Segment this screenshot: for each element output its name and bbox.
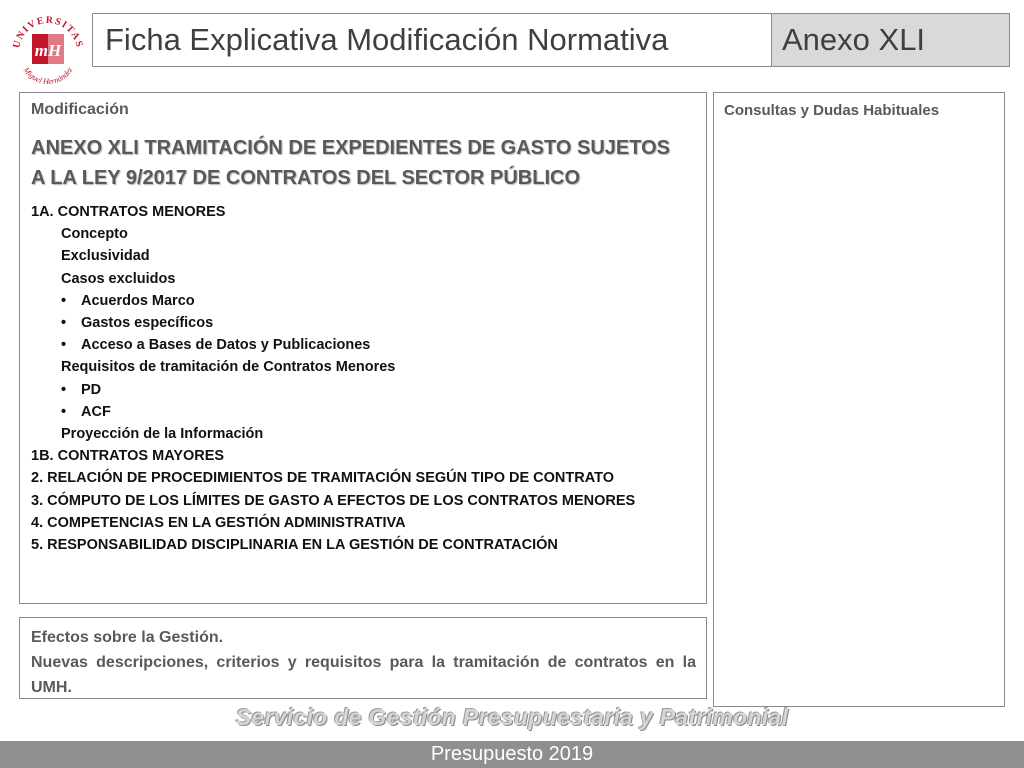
- outline-item: Requisitos de tramitación de Contratos Menores: [61, 359, 396, 376]
- service-name: Servicio de Gestión Presupuestaria y Patrimonial: [235, 704, 789, 730]
- effects-heading: Efectos sobre la Gestión.: [31, 629, 224, 646]
- outline-item: 1A. CONTRATOS MENORES: [31, 204, 226, 220]
- modification-title: [31, 133, 696, 193]
- outline-item: 3. CÓMPUTO DE LOS LÍMITES DE GASTO A EFECTOS DE LOS CONTRATOS MENORES: [31, 492, 636, 509]
- bullet-icon: •: [61, 315, 67, 332]
- outline-bullet-item: • Gastos específicos: [31, 312, 696, 334]
- outline-bullet-item: • Acceso a Bases de Datos y Publicaciones: [31, 334, 696, 356]
- outline-item: Proyección de la Información: [61, 426, 264, 443]
- university-seal-icon: [10, 12, 86, 86]
- logo-monogram: mH: [34, 41, 62, 60]
- modification-panel: [19, 92, 707, 604]
- annex-label: Anexo XLI: [782, 22, 926, 57]
- outline-item: 1B. CONTRATOS MAYORES: [31, 448, 225, 465]
- modification-heading: Modificación: [31, 101, 129, 118]
- effects-panel: [19, 617, 707, 699]
- logo-ring-text-bottom: Miguel Hernández: [21, 65, 75, 86]
- outline-bullet-item: • ACF: [31, 401, 696, 423]
- outline-item: Casos excluidos: [61, 270, 176, 287]
- outline-item: 5. RESPONSABILIDAD DISCIPLINARIA EN LA GESTIÓN DE CONTRATACIÓN: [31, 537, 558, 554]
- budget-label: Presupuesto 2019: [430, 743, 594, 765]
- bullet-icon: •: [61, 381, 67, 398]
- outline-item: 2. RELACIÓN DE PROCEDIMIENTOS DE TRAMITACIÓN SEGÚN TIPO DE CONTRATO: [31, 470, 614, 487]
- outline-item: Concepto: [61, 226, 128, 243]
- outline-bullet-item: • Acuerdos Marco: [31, 290, 696, 312]
- modification-title-line-2: A LA LEY 9/2017 DE CONTRATOS DEL SECTOR PÚBLICO: [31, 167, 580, 189]
- modification-outline: [31, 201, 696, 556]
- bullet-icon: •: [61, 292, 67, 309]
- faq-heading: Consultas y Dudas Habituales: [724, 102, 940, 119]
- modification-title-line-1: ANEXO XLI TRAMITACIÓN DE EXPEDIENTES DE GASTO SUJETOS: [31, 137, 670, 159]
- outline-bullet-item: • PD: [31, 379, 696, 401]
- logo-ring-text: UNIVERSITAS: [11, 14, 85, 50]
- faq-panel: [713, 92, 1005, 707]
- footer-bar: [0, 741, 1024, 768]
- page-title: Ficha Explicativa Modificación Normativa: [105, 22, 669, 57]
- title-box: [92, 13, 772, 67]
- university-logo: [10, 12, 86, 86]
- effects-description: Nuevas descripciones, criterios y requisitos para la tramitación de contratos en la UMH.: [31, 654, 696, 696]
- outline-item: 4. COMPETENCIAS EN LA GESTIÓN ADMINISTRATIVA: [31, 514, 406, 531]
- bullet-icon: •: [61, 337, 67, 354]
- bullet-icon: •: [61, 403, 67, 420]
- svg-text:Miguel Hernández: [21, 65, 75, 86]
- annex-box: [771, 13, 1010, 67]
- outline-item: Exclusividad: [61, 248, 150, 265]
